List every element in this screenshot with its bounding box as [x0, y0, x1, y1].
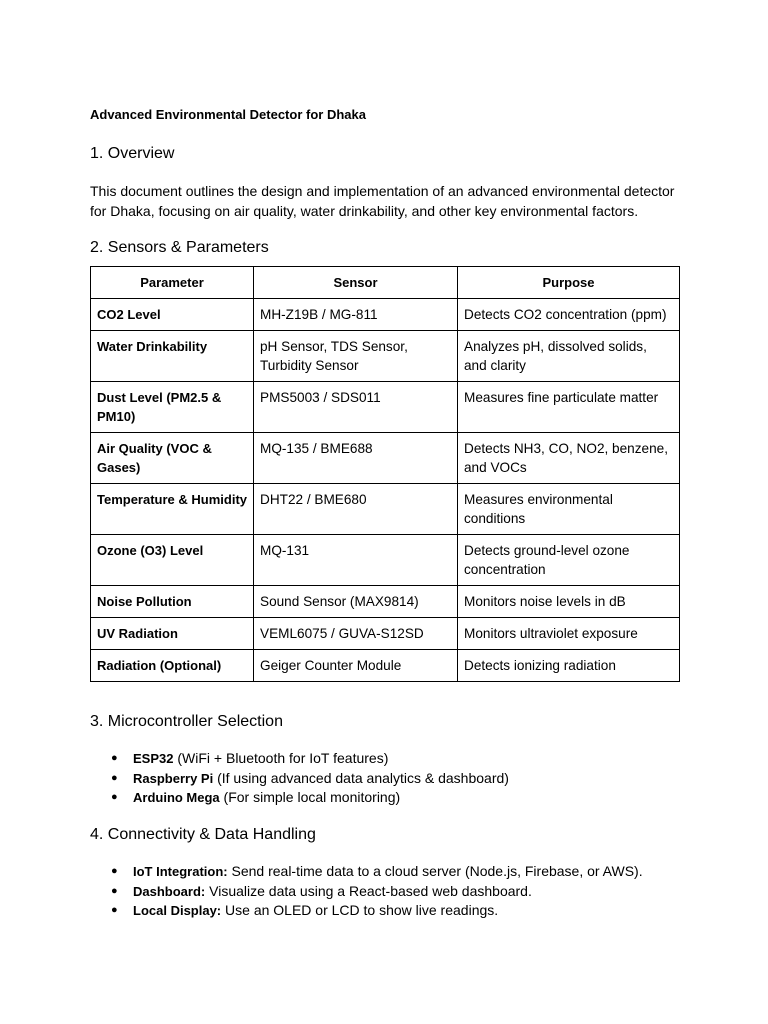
bullet-icon: ●: [111, 771, 118, 784]
table-row: [91, 618, 680, 650]
parameter-cell: Water Drinkability: [91, 331, 254, 382]
column-header-purpose: Purpose: [458, 267, 680, 299]
table-header-row: [91, 267, 680, 299]
purpose-cell: Detects ground-level ozone concentration: [458, 535, 680, 586]
parameter-cell: Radiation (Optional): [91, 650, 254, 682]
item-term: Arduino Mega: [133, 790, 220, 805]
sensor-cell: VEML6075 / GUVA-S12SD: [254, 618, 458, 650]
column-header-sensor: Sensor: [254, 267, 458, 299]
sensor-cell: Geiger Counter Module: [254, 650, 458, 682]
sensors-heading: 2. Sensors & Parameters: [90, 239, 269, 256]
item-term: Dashboard:: [133, 883, 206, 899]
parameter-cell: Dust Level (PM2.5 & PM10): [91, 382, 254, 433]
connectivity-heading: 4. Connectivity & Data Handling: [90, 826, 316, 843]
microcontroller-list: [88, 749, 509, 808]
bullet-icon: ●: [111, 752, 118, 764]
item-text: Visualize data using a React-based web dashboard.: [205, 882, 532, 899]
item-text: (If using advanced data analytics & dashboard): [213, 769, 509, 786]
purpose-cell: Measures fine particulate matter: [458, 382, 680, 433]
table-row: [91, 535, 680, 586]
item-text: (WiFi + Bluetooth for IoT features): [173, 750, 389, 766]
parameter-cell: CO2 Level: [91, 299, 254, 331]
purpose-cell: Analyzes pH, dissolved solids, and clarity: [458, 331, 680, 382]
table-row: [91, 433, 680, 484]
parameter-cell: UV Radiation: [91, 618, 254, 650]
purpose-cell: Monitors ultraviolet exposure: [458, 618, 680, 650]
table-row: [91, 331, 680, 382]
overview-paragraph: This document outlines the design and implementation of an advanced environmental detector for Dhaka, focusing on air quality, water drinkability, and other key environmental factors.: [90, 183, 675, 219]
bullet-icon: ●: [111, 791, 118, 803]
purpose-cell: Detects NH3, CO, NO2, benzene, and VOCs: [458, 433, 680, 484]
sensor-cell: DHT22 / BME680: [254, 484, 458, 535]
item-text: Send real-time data to a cloud server (Node.js, Firebase, or AWS).: [227, 863, 643, 879]
item-term: ESP32: [133, 751, 174, 766]
document-title: Advanced Environmental Detector for Dhaka: [90, 107, 366, 122]
list-item: [88, 901, 643, 921]
parameter-cell: Ozone (O3) Level: [91, 535, 254, 586]
parameter-cell: Air Quality (VOC & Gases): [91, 433, 254, 484]
column-header-parameter: Parameter: [91, 267, 254, 299]
sensor-cell: PMS5003 / SDS011: [254, 382, 458, 433]
item-term: Raspberry Pi: [133, 770, 214, 786]
table-row: [91, 586, 680, 618]
connectivity-list: [88, 862, 643, 921]
list-item: [88, 749, 509, 769]
table-row: [91, 650, 680, 682]
list-item: [88, 882, 643, 902]
sensor-cell: pH Sensor, TDS Sensor, Turbidity Sensor: [254, 331, 458, 382]
purpose-cell: Detects CO2 concentration (ppm): [458, 299, 680, 331]
item-term: Local Display:: [133, 903, 222, 918]
sensor-cell: Sound Sensor (MAX9814): [254, 586, 458, 618]
bullet-icon: ●: [111, 884, 118, 897]
list-item: [88, 769, 509, 789]
purpose-cell: Measures environmental conditions: [458, 484, 680, 535]
bullet-icon: ●: [111, 865, 118, 877]
table-row: [91, 299, 680, 331]
purpose-cell: Detects ionizing radiation: [458, 650, 680, 682]
table-row: [91, 382, 680, 433]
purpose-cell: Monitors noise levels in dB: [458, 586, 680, 618]
parameter-cell: Temperature & Humidity: [91, 484, 254, 535]
overview-heading: 1. Overview: [90, 145, 175, 162]
item-text: Use an OLED or LCD to show live readings.: [221, 902, 499, 918]
sensor-cell: MH-Z19B / MG-811: [254, 299, 458, 331]
bullet-icon: ●: [111, 904, 118, 916]
list-item: [88, 788, 509, 808]
sensor-cell: MQ-131: [254, 535, 458, 586]
sensors-table: [90, 266, 680, 682]
microcontroller-heading: 3. Microcontroller Selection: [90, 713, 283, 730]
item-text: (For simple local monitoring): [219, 789, 401, 805]
sensor-cell: MQ-135 / BME688: [254, 433, 458, 484]
parameter-cell: Noise Pollution: [91, 586, 254, 618]
table-row: [91, 484, 680, 535]
list-item: [88, 862, 643, 882]
item-term: IoT Integration:: [133, 864, 228, 879]
